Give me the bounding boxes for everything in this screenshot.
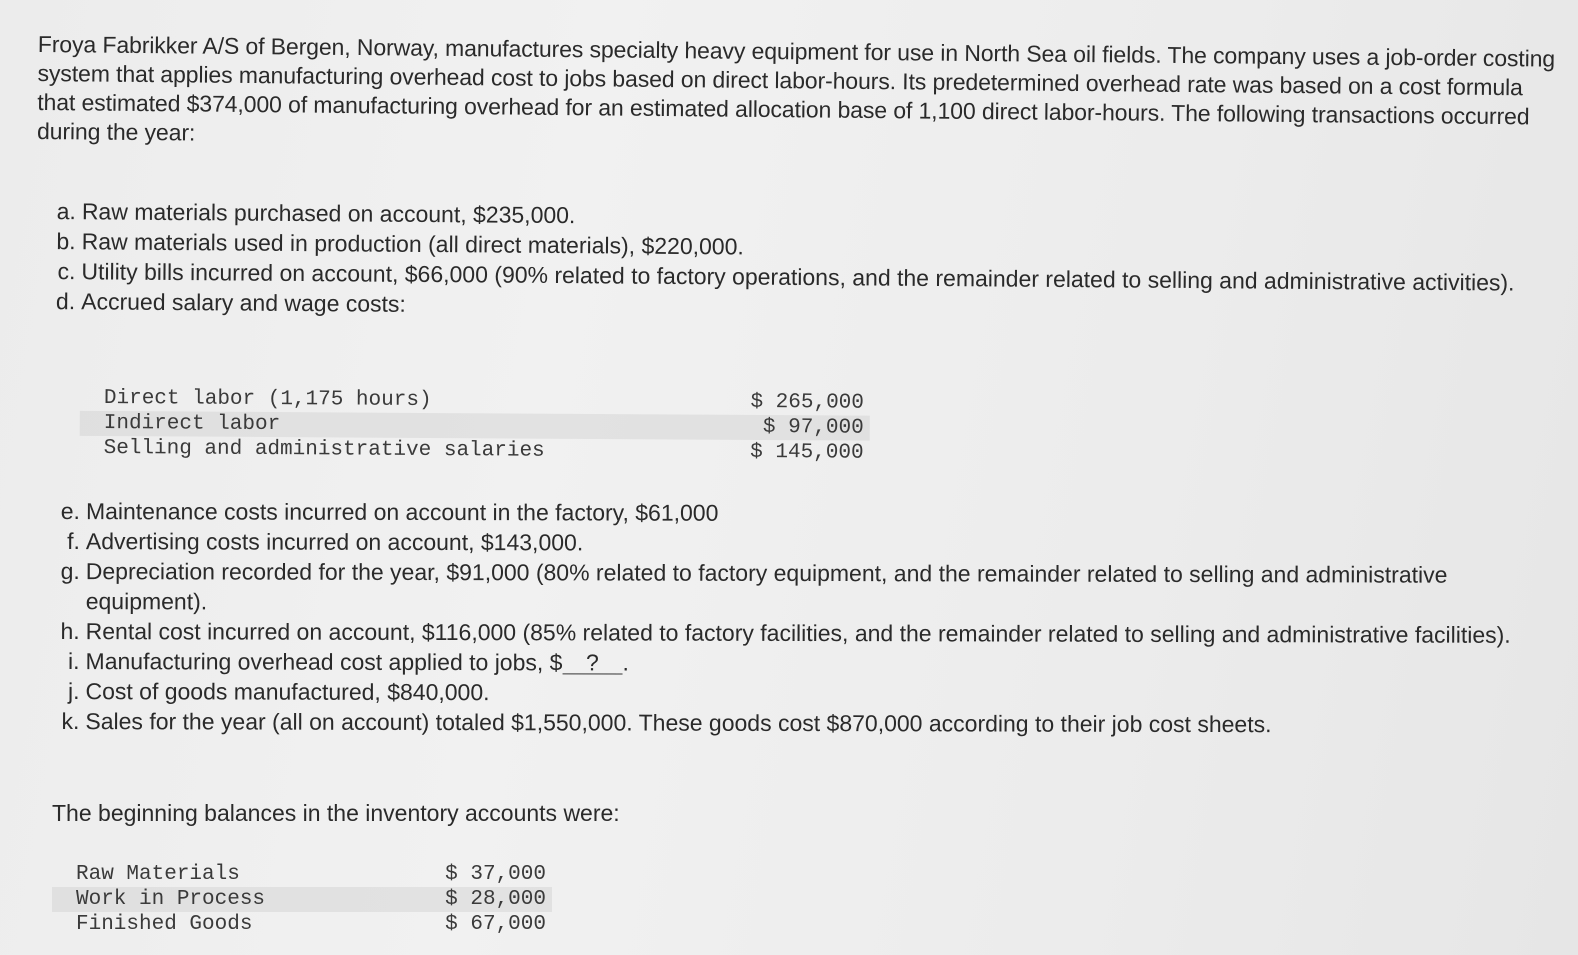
- item-text: Utility bills incurred on account, $66,000 (90% related to factory operations, and the remainder related to selling and administrative activities).: [81, 258, 1515, 296]
- item-letter: h.: [60, 618, 80, 645]
- row-label: Selling and administrative salaries: [103, 436, 545, 463]
- row-label: Work in Process: [76, 888, 266, 911]
- transactions-list-bottom: [49, 496, 1570, 740]
- row-amount: $ 145,000: [750, 440, 864, 465]
- item-text: Advertising costs incurred on account, $143,000.: [85, 528, 584, 556]
- item-letter: e.: [60, 498, 80, 525]
- item-letter: a.: [56, 198, 76, 225]
- table-row: [104, 436, 864, 466]
- item-text: Cost of goods manufactured, $840,000.: [85, 678, 490, 706]
- row-amount: $ 265,000: [750, 390, 864, 415]
- salary-wage-table: [104, 386, 864, 466]
- row-label: Indirect labor: [103, 411, 281, 437]
- transaction-item-f: [50, 526, 1570, 560]
- item-letter: g.: [60, 558, 80, 585]
- table-row: [76, 862, 546, 887]
- item-letter: c.: [57, 258, 76, 285]
- transaction-item-j: [49, 676, 1569, 710]
- item-text: [86, 646, 1570, 680]
- item-text: Accrued salary and wage costs:: [81, 288, 406, 317]
- row-amount: $ 67,000: [445, 913, 546, 936]
- row-label: Direct labor (1,175 hours): [103, 386, 432, 413]
- item-letter: j.: [67, 678, 80, 705]
- transaction-item-e: [50, 496, 1570, 530]
- problem-intro: Froya Fabrikker A/S of Bergen, Norway, manufactures specialty heavy equipment for use in North Sea oil fields. The company uses a job-order costing system that applies manufacturing overhead cost to jobs based on direct labor-hours. Its predetermined overhead rate was based on a cost formula that estimated $374,000 of manufacturing overhead for an estimated allocation base of 1,100 direct labor-hours. The following transactions occurred during the year:: [36, 30, 1556, 146]
- item-letter: d.: [55, 288, 76, 315]
- item-letter: k.: [61, 708, 80, 735]
- item-text-suffix: .: [622, 649, 629, 676]
- table-row: [76, 912, 546, 937]
- item-text: Raw materials used in production (all direct materials), $220,000.: [81, 228, 744, 260]
- inventory-balances-table: [76, 862, 546, 937]
- transaction-item-h: [50, 616, 1570, 650]
- item-text: Rental cost incurred on account, $116,000 (85% related to factory facilities, and the remainder related to selling and administrative facilities).: [85, 618, 1511, 648]
- item-text: Sales for the year (all on account) totaled $1,550,000. These goods cost $870,000 according to their job cost sheets.: [85, 708, 1272, 738]
- item-letter: i.: [68, 648, 80, 675]
- item-letter: f.: [67, 528, 80, 555]
- item-text: Raw materials purchased on account, $235,000.: [81, 198, 576, 229]
- row-amount: $ 28,000: [445, 888, 546, 911]
- row-label: Finished Goods: [76, 913, 253, 936]
- transaction-item-k: [49, 706, 1569, 740]
- table-row: [76, 887, 546, 912]
- transactions-list-top: [45, 196, 1566, 328]
- item-letter: b.: [56, 228, 76, 255]
- beginning-balances-heading: The beginning balances in the inventory accounts were:: [52, 800, 620, 826]
- row-amount: $ 37,000: [445, 863, 546, 886]
- answer-blank[interactable]: ?: [562, 651, 622, 674]
- row-label: Raw Materials: [76, 863, 240, 886]
- transaction-item-i: [50, 646, 1570, 680]
- row-amount: $ 97,000: [762, 416, 864, 440]
- item-text: Maintenance costs incurred on account in the factory, $61,000: [85, 498, 719, 526]
- item-text: Depreciation recorded for the year, $91,000 (80% related to factory equipment, and the remainder related to selling and administrative equipment).: [85, 558, 1448, 615]
- item-text-prefix: Manufacturing overhead cost applied to jobs, $: [85, 648, 563, 676]
- transaction-item-g: [50, 556, 1570, 620]
